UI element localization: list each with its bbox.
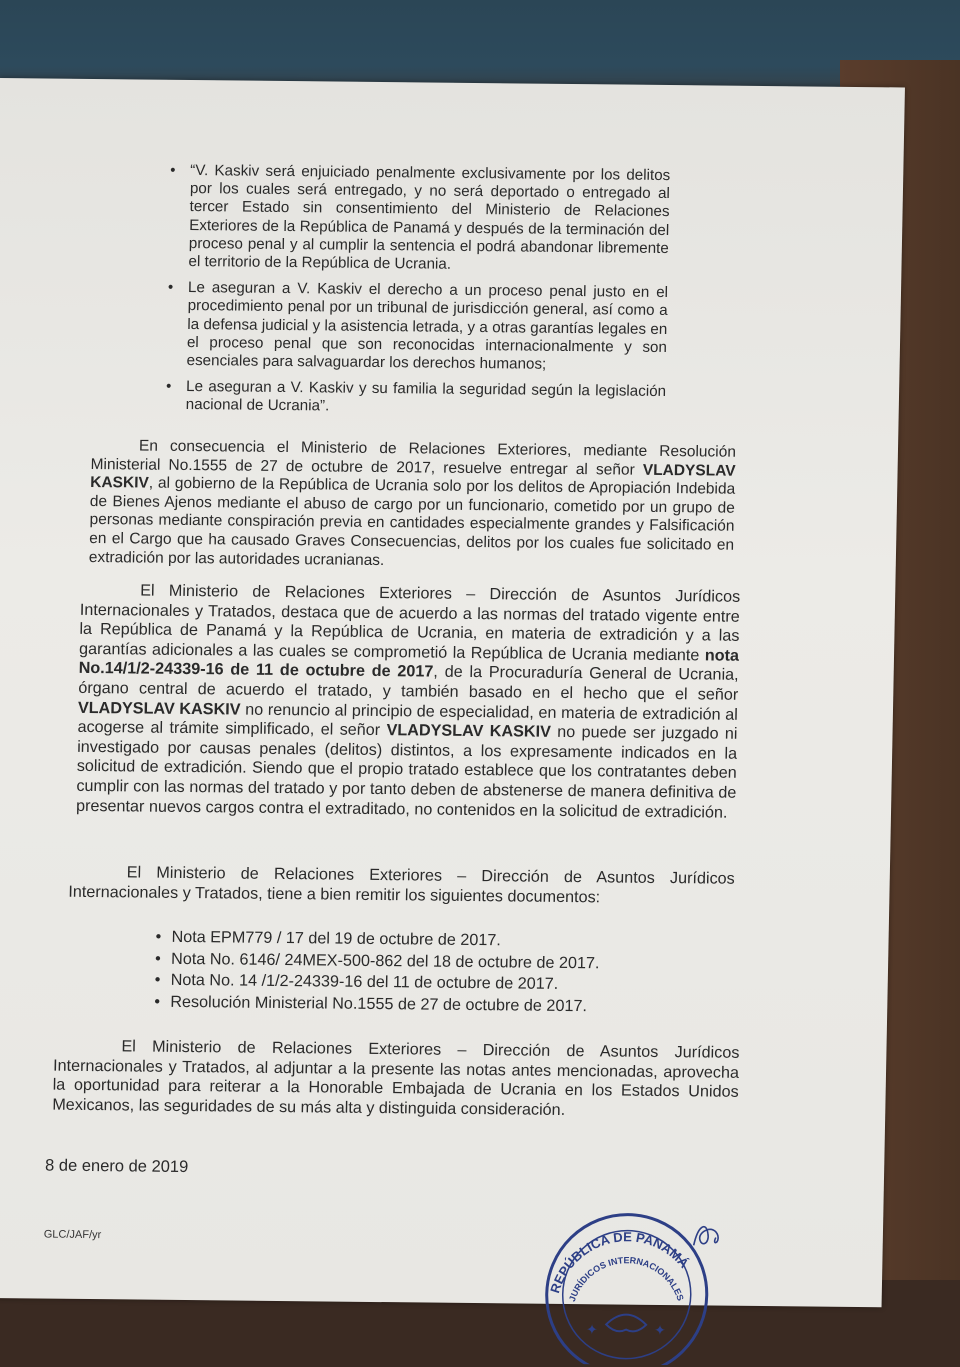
svg-text:✦: ✦ — [585, 1321, 598, 1338]
list-item: • Nota No. 14 /1/2-24339-16 del 11 de octubre de 2017. — [154, 970, 559, 993]
bullet-icon: • — [154, 949, 161, 968]
list-item: • “V. Kaskiv será enjuiciado penalmente exclusivamente por los delitos por los cuales será entregado, y no será deportado o entregado al tercer Estado sin consentimiento del Ministerio de Relaciones Exteriores de la República de Panamá y después de la terminación del proceso penal y al cumplir la sentencia el podrá abandonar libremente el territorio de la República de Ucrania. — [170, 161, 671, 273]
guarantees-list — [165, 162, 670, 428]
bullet-icon: • — [154, 992, 161, 1011]
official-seal-icon — [535, 1184, 718, 1366]
paragraph-resolution: En consecuencia el Ministerio de Relaciones Exteriores, mediante Resolución Ministerial No.1555 de 27 de octubre de 2017, resuelve entregar al señor VLADYSLAV KASKIV, al gobierno de la República de Ucrania solo por los delitos de Apropiación Indebida de Bienes Ajenos mediante el abuso de cargo por un funcionario, cometido por un grupo de personas mediante conspiración previa en cantidades especialmente grandes y Falsificación en el Cargo que ha causado Graves Consecuencias, delitos por los cuales fue solicitado en extradición por las autoridades ucranianas. — [88, 437, 737, 569]
svg-text:✦: ✦ — [653, 1321, 666, 1339]
documents-list — [154, 927, 600, 1018]
document-date: 8 de enero de 2019 — [44, 1156, 189, 1177]
list-item: • Le aseguran a V. Kaskiv y su familia la seguridad según la legislación nacional de Ucrania”. — [165, 377, 667, 415]
paragraph-closing: El Ministerio de Relaciones Exteriores – Dirección de Asuntos Jurídicos Internacionales y Tratados, al adjuntar a la presente las notas antes mencionadas, aprovecha la oportunidad para reiterar a la Honorable Embajada de Ucrania en los Estados Unidos Mexicanos, las seguridades de su más alta y distinguida consideración. — [52, 1037, 740, 1119]
bullet-icon: • — [155, 927, 162, 946]
bullet-icon: • — [154, 970, 161, 989]
list-item: • Resolución Ministerial No.1555 de 27 de octubre de 2017. — [154, 992, 588, 1015]
list-item: • Nota No. 6146/ 24MEX-500-862 del 18 de octubre de 2017. — [154, 949, 600, 972]
paragraph-treaty: El Ministerio de Relaciones Exteriores – Dirección de Asuntos Jurídicos Internacionales y Tratados, destaca que de acuerdo a las normas del tratado vigente entre la República de Panamá y la República de Ucrania, en materia de extradición y a las garantías adicionales a las cuales se comprometió la República de Ucrania mediante nota No.14/1/2-24339-16 de 11 de octubre de 2017, de la Procuraduría General de Ucrania, órgano central de acuerdo el tratado, y también basado en el hecho que el señor VLADYSLAV KASKIV no renuncio al principio de especialidad, en materia de extradición al acogerse al trámite simplificado, el señor VLADYSLAV KASKIV no puede ser juzgado ni investigado por causas penales (delitos) distintos, a los expresamente indicados en la solicitud de extradición. Siendo que el propio tratado establece que los contratantes deben cumplir con las normas del tratado y por tanto deben de abstenerse de manera definitiva de presentar nuevos cargos contra el extraditado, no contenidos en la solicitud de extradición. — [75, 581, 741, 822]
list-item: • Nota EPM779 / 17 del 19 de octubre de 2017. — [155, 927, 502, 950]
reference-initials: GLC/JAF/yr — [43, 1228, 102, 1242]
bullet-icon: • — [167, 278, 174, 297]
document-page — [0, 78, 905, 1339]
bullet-icon: • — [170, 161, 176, 179]
seal-inner-text: JURÍDICOS INTERNACIONALES — [566, 1255, 686, 1303]
bullet-icon: • — [165, 377, 172, 396]
seal-top-text: REPÚBLICA DE PANAMÁ — [547, 1229, 692, 1295]
svg-text:JURÍDICOS INTERNACIONALES — [567, 1255, 687, 1304]
list-item: • Le aseguran a V. Kaskiv el derecho a un proceso penal justo en el procedimiento penal por un tribunal de jurisdicción general, así como a la defensa judicial y la asistencia letrada, y a otras garantías legales en el proceso penal que son reconocidas internacionalmente y son esenciales para salvaguardar los derechos humanos; — [167, 278, 669, 373]
document-content — [0, 78, 905, 1339]
paragraph-documents-intro: El Ministerio de Relaciones Exteriores – Dirección de Asuntos Jurídicos Internacionales y Tratados, tiene a bien remitir los siguientes documentos: — [68, 863, 735, 906]
signature-icon — [687, 1215, 728, 1255]
